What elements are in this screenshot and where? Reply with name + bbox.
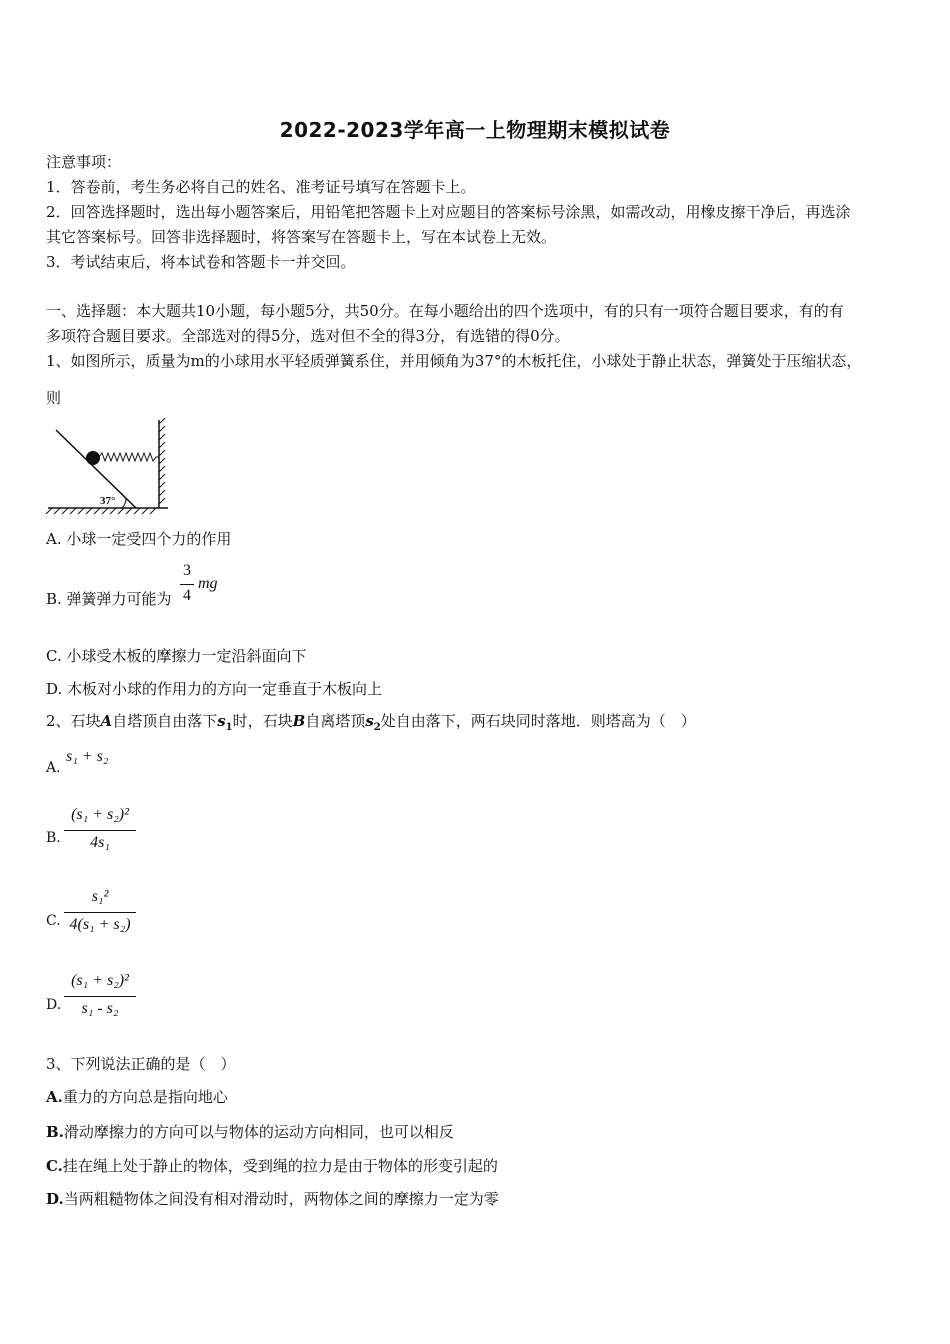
notice-item: 其它答案标号。回答非选择题时，将答案写在答题卡上，写在本试卷上无效。 (46, 228, 557, 246)
fraction-denominator: 4s₁ (90, 834, 110, 851)
q2-stem-part: 2、石块 (46, 712, 101, 730)
s1-subscript: 1 (225, 722, 233, 733)
option-text: 挂在绳上处于静止的物体，受到绳的拉力是由于物体的形变引起的 (62, 1157, 498, 1175)
q3-option-b (46, 1121, 454, 1143)
fraction-numerator: (s₁ + s₂)² (71, 806, 129, 823)
option-text: 滑动摩擦力的方向可以与物体的运动方向相同，也可以相反 (63, 1123, 454, 1141)
fraction-denominator: 4 (183, 587, 191, 604)
q2-option-d-fraction (64, 972, 136, 1024)
fraction-numerator: 3 (183, 562, 191, 579)
fraction-denominator: s₁ - s₂ (81, 1000, 119, 1017)
option-label: A. (46, 1088, 63, 1106)
stone-a-label: A (100, 712, 113, 730)
section-instructions: 一、选择题：本大题共10小题，每小题5分，共50分。在每小题给出的四个选项中，有的只有一项符合题目要求，有的有 (46, 302, 844, 320)
option-label: B. (46, 1123, 64, 1141)
notice-item: 3．考试结束后，将本试卷和答题卡一并交回。 (46, 253, 356, 271)
q2-option-a-label: A. (46, 760, 61, 776)
q2-stem-part: 处自由落下，两石块同时落地．则塔高为（ ） (380, 712, 696, 730)
question-1-stem-end: 则 (46, 389, 62, 407)
q2-option-b-fraction (64, 806, 136, 858)
question-1-stem: 1、如图所示，质量为m的小球用水平轻质弹簧系住，并用倾角为37°的木板托住，小球处于静止状态，弹簧处于压缩状态， (46, 352, 862, 370)
q2-option-d-label: D. (46, 997, 62, 1013)
q2-option-a-expr: s₁ + s₂ (66, 748, 109, 765)
q1-option-d: D. 木板对小球的作用力的方向一定垂直于木板向上 (46, 680, 383, 698)
q2-option-b-label: B. (46, 830, 61, 846)
option-label: D. (46, 1190, 64, 1208)
section-instructions: 多项符合题目要求。全部选对的得5分，选对但不全的得3分，有选错的得0分。 (46, 327, 570, 345)
notice-item: 1．答卷前，考生务必将自己的姓名、准考证号填写在答题卡上。 (46, 178, 476, 196)
option-text: 当两粗糙物体之间没有相对滑动时，两物体之间的摩擦力一定为零 (63, 1190, 499, 1208)
s1-symbol: s (217, 712, 226, 730)
q1-option-b (46, 588, 172, 610)
angle-label: 37° (100, 495, 116, 507)
fraction-numerator: (s₁ + s₂)² (71, 972, 129, 989)
q1-option-a: A. 小球一定受四个力的作用 (46, 530, 232, 548)
q2-stem-part: 时，石块 (232, 712, 293, 730)
q1-option-b-mg: mg (198, 575, 218, 592)
q3-option-c (46, 1155, 498, 1177)
q2-option-c-label: C. (46, 913, 61, 929)
fraction-denominator: 4(s₁ + s₂) (69, 916, 131, 933)
s2-subscript: 2 (373, 722, 381, 733)
page-title: 2022-2023学年高一上物理期末模拟试卷 (279, 118, 671, 142)
stone-b-label: B (292, 712, 306, 730)
fraction-numerator: s₁² (91, 888, 109, 905)
q2-stem-part: 自离塔顶 (305, 712, 366, 730)
q1-option-c: C. 小球受木板的摩擦力一定沿斜面向下 (46, 647, 307, 665)
notice-heading: 注意事项： (46, 153, 122, 171)
q2-option-c-fraction (64, 888, 136, 940)
option-label: C. (46, 1157, 63, 1175)
q3-option-d (46, 1188, 499, 1210)
q1-option-b-prefix: B. 弹簧弹力可能为 (46, 590, 172, 608)
q3-option-a (46, 1086, 228, 1108)
incline-spring-figure (44, 418, 174, 514)
q2-stem-part: 自塔顶自由落下 (112, 712, 218, 730)
notice-item: 2．回答选择题时，选出每小题答案后，用铅笔把答题卡上对应题目的答案标号涂黑，如需改动，用橡皮擦干净后，再选涂 (46, 203, 851, 221)
question-2-stem (46, 710, 696, 739)
s2-symbol: s (365, 712, 374, 730)
q1-option-b-fraction (180, 562, 194, 610)
question-3-stem: 3、下列说法正确的是（ ） (46, 1055, 236, 1073)
option-text: 重力的方向总是指向地心 (62, 1088, 228, 1106)
